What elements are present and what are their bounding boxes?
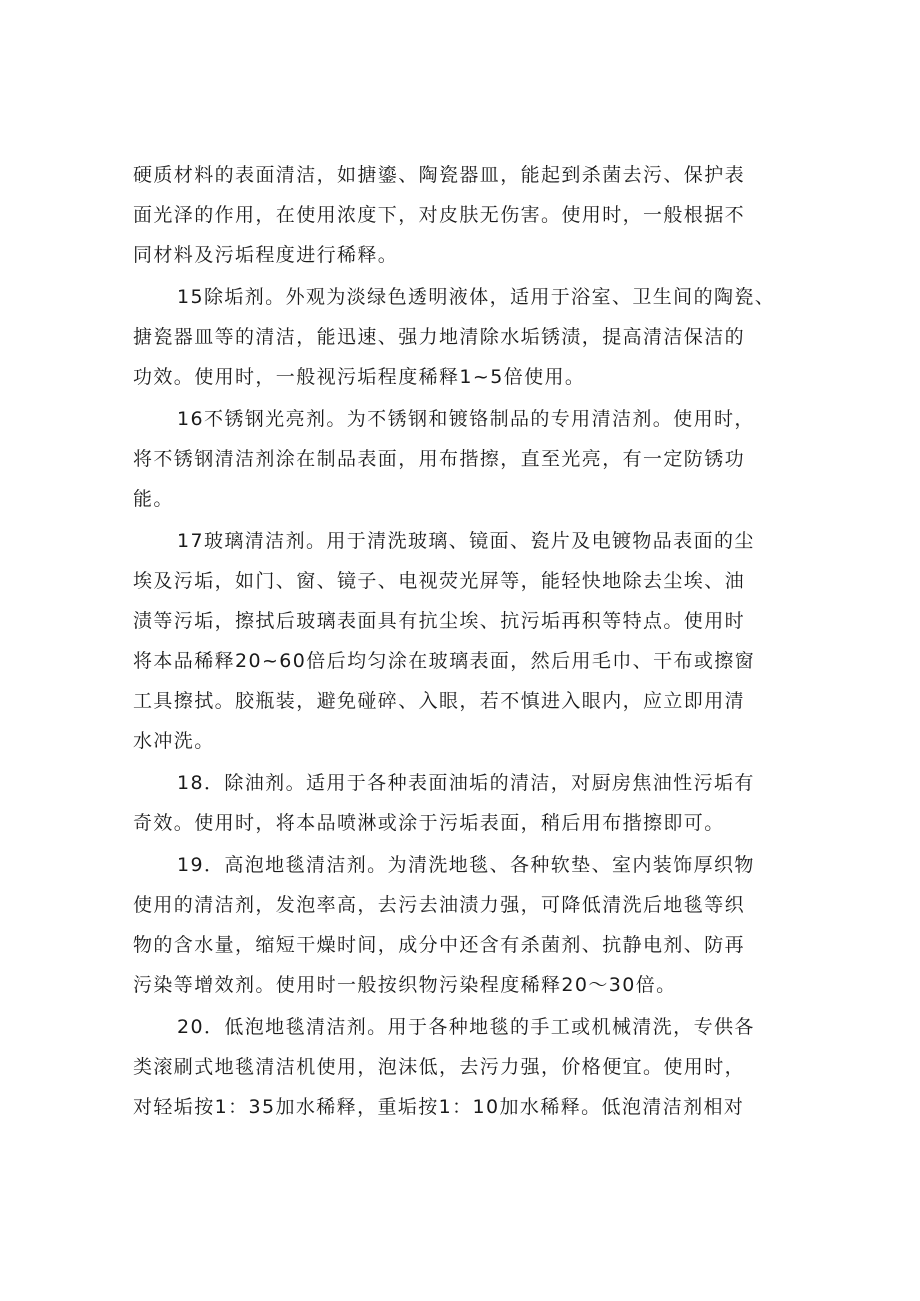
paragraph — [133, 845, 793, 1005]
text-line: 19．高泡地毯清洁剂。为清洗地毯、各种软垫、室内装饰厚织物 — [177, 854, 755, 876]
text-line: 15除垢剂。外观为淡绿色透明液体，适用于浴室、卫生间的陶瓷、 — [177, 286, 776, 308]
text-line: 18．除油剂。适用于各种表面油垢的清洁，对厨房焦油性污垢有 — [177, 772, 755, 794]
text-line: 类滚刷式地毯清洁机使用，泡沫低，去污力强，价格便宜。使用时， — [133, 1056, 746, 1078]
text-line: 面光泽的作用，在使用浓度下，对皮肤无伤害。使用时，一般根据不 — [133, 204, 746, 226]
text-line: 物的含水量，缩短干燥时间，成分中还含有杀菌剂、抗静电剂、防再 — [133, 934, 746, 956]
text-line: 16不锈钢光亮剂。为不锈钢和镀铬制品的专用清洁剂。使用时， — [177, 408, 755, 430]
text-line: 将本品稀释20~60倍后均匀涂在玻璃表面，然后用毛巾、干布或擦窗 — [133, 650, 756, 672]
text-line: 水冲洗。 — [133, 730, 215, 752]
text-line: 工具擦拭。胶瓶装，避免碰碎、入眼，若不慎进入眼内，应立即用清 — [133, 690, 746, 712]
paragraph — [133, 763, 793, 843]
text-line: 功效。使用时，一般视污垢程度稀释1~5倍使用。 — [133, 366, 586, 388]
text-line: 同材料及污垢程度进行稀释。 — [133, 244, 399, 266]
text-line: 埃及污垢，如门、窗、镜子、电视荧光屏等，能轻快地除去尘埃、油 — [133, 570, 746, 592]
paragraph — [133, 155, 793, 275]
text-line: 渍等污垢，擦拭后玻璃表面具有抗尘埃、抗污垢再积等特点。使用时 — [133, 610, 746, 632]
paragraph — [133, 277, 793, 397]
text-line: 20．低泡地毯清洁剂。用于各种地毯的手工或机械清洗，专供各 — [177, 1016, 755, 1038]
text-line: 奇效。使用时，将本品喷淋或涂于污垢表面，稍后用布揩擦即可。 — [133, 812, 725, 834]
text-line: 使用的清洁剂，发泡率高，去污去油渍力强，可降低清洗后地毯等织 — [133, 894, 746, 916]
paragraph — [133, 1007, 793, 1127]
text-line: 对轻垢按1：35加水稀释，重垢按1：10加水稀释。低泡清洁剂相对 — [133, 1096, 745, 1118]
paragraph — [133, 521, 793, 761]
text-line: 硬质材料的表面清洁，如搪鎏、陶瓷器皿，能起到杀菌去污、保护表 — [133, 164, 746, 186]
document-body — [133, 155, 793, 1129]
text-line: 能。 — [133, 488, 174, 510]
text-line: 将不锈钢清洁剂涂在制品表面，用布揩擦，直至光亮，有一定防锈功 — [133, 448, 746, 470]
text-line: 17玻璃清洁剂。用于清洗玻璃、镜面、瓷片及电镀物品表面的尘 — [177, 530, 755, 552]
text-line: 污染等增效剂。使用时一般按织物污染程度稀释20～30倍。 — [133, 974, 677, 996]
paragraph — [133, 399, 793, 519]
text-line: 搪瓷器皿等的清洁，能迅速、强力地清除水垢锈渍，提高清洁保洁的 — [133, 326, 746, 348]
